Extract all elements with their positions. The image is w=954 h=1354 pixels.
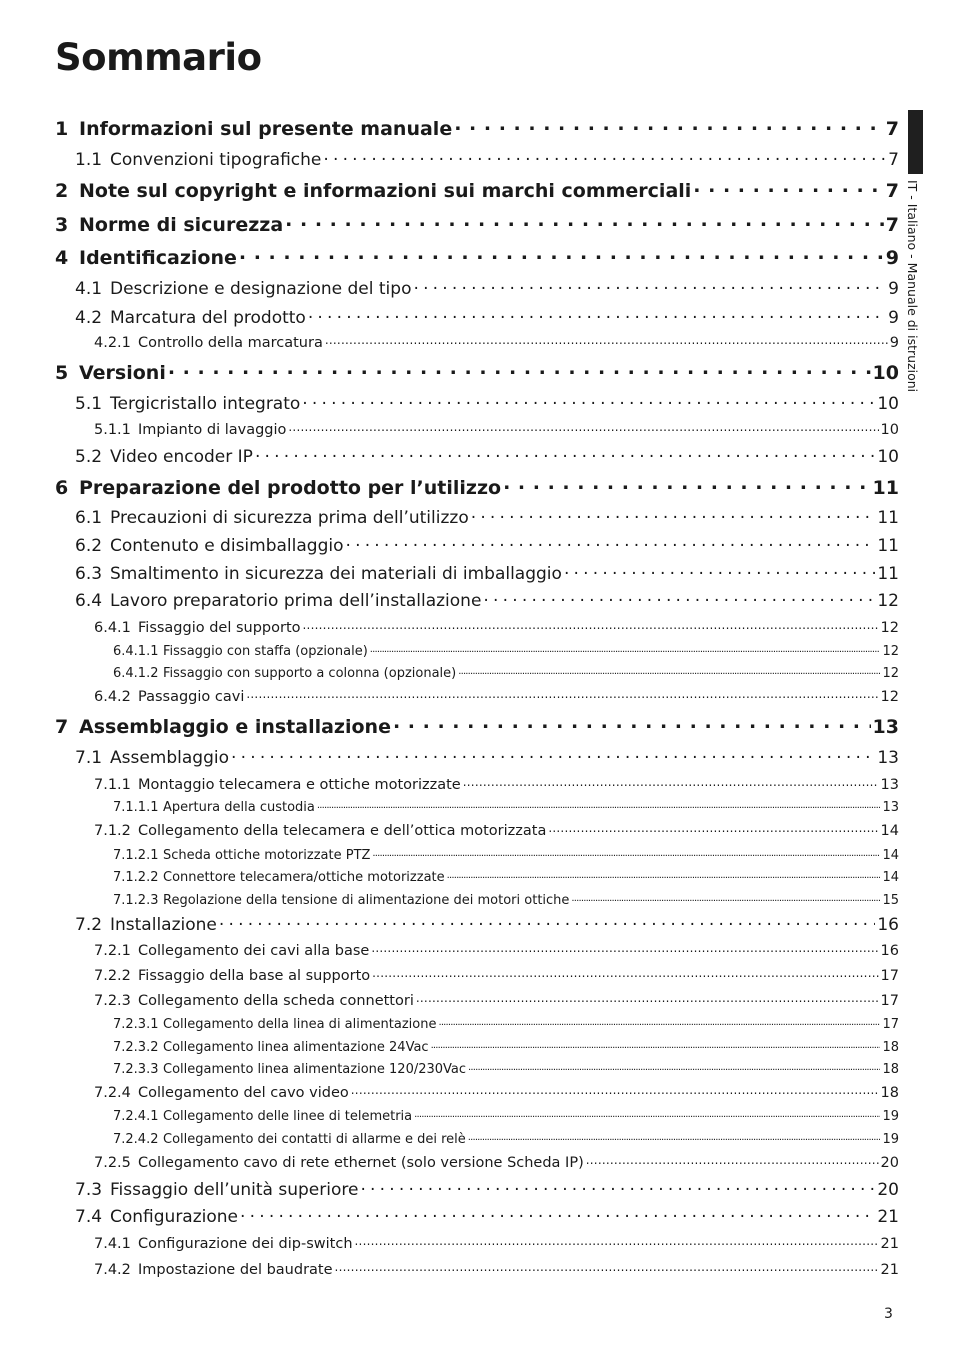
toc-entry-label: Collegamento della linea di alimentazione bbox=[163, 1016, 437, 1032]
toc-dot-leader bbox=[393, 716, 871, 733]
toc-entry-label: Installazione bbox=[110, 915, 217, 936]
toc-dot-leader bbox=[335, 1261, 879, 1274]
toc-entry-page: 11 bbox=[877, 536, 899, 557]
toc-entry-number: 7.4.1 bbox=[94, 1236, 131, 1253]
toc-dot-leader bbox=[308, 308, 886, 323]
toc-entry-label: Assemblaggio bbox=[110, 748, 229, 769]
toc-dot-leader bbox=[372, 967, 878, 980]
toc-entry-page: 9 bbox=[885, 247, 899, 270]
toc-entry-label: Fissaggio del supporto bbox=[138, 620, 301, 637]
toc-entry-level3[interactable] bbox=[55, 1154, 899, 1171]
toc-dot-leader bbox=[503, 477, 870, 494]
toc-entry-level1[interactable] bbox=[55, 247, 899, 269]
toc-entry-level3[interactable] bbox=[55, 1235, 899, 1252]
toc-dot-leader bbox=[323, 150, 886, 165]
toc-entry-page: 10 bbox=[880, 422, 899, 439]
toc-dot-leader bbox=[302, 394, 875, 409]
toc-entry-label: Collegamento dei cavi alla base bbox=[138, 943, 370, 960]
toc-entry-level3[interactable] bbox=[55, 1084, 899, 1101]
toc-entry-number: 4 bbox=[55, 247, 69, 270]
toc-entry-label: Norme di sicurezza bbox=[79, 214, 284, 237]
toc-dot-leader bbox=[317, 799, 881, 811]
toc-entry-number: 7.1.2.3 bbox=[113, 892, 159, 908]
toc-entry-level4[interactable] bbox=[55, 665, 899, 681]
toc-dot-leader bbox=[693, 180, 883, 197]
language-tab-marker bbox=[908, 110, 923, 174]
toc-entry-number: 6.2 bbox=[75, 536, 103, 557]
toc-entry-page: 7 bbox=[885, 214, 899, 237]
toc-entry-page: 7 bbox=[888, 150, 899, 171]
toc-entry-number: 6.4 bbox=[75, 591, 103, 612]
toc-entry-page: 11 bbox=[877, 508, 899, 529]
toc-entry-level4[interactable] bbox=[55, 892, 899, 908]
toc-entry-page: 18 bbox=[880, 1085, 899, 1102]
toc-entry-page: 18 bbox=[882, 1039, 899, 1055]
toc-entry-label: Configurazione dei dip-switch bbox=[138, 1236, 353, 1253]
toc-entry-number: 5.2 bbox=[75, 447, 103, 468]
toc-entry-page: 20 bbox=[877, 1180, 899, 1201]
toc-dot-leader bbox=[239, 247, 884, 264]
toc-entry-label: Montaggio telecamera e ottiche motorizzate bbox=[138, 777, 461, 794]
toc-dot-leader bbox=[303, 619, 879, 632]
toc-entry-page: 13 bbox=[877, 748, 899, 769]
toc-dot-leader bbox=[414, 1108, 880, 1120]
toc-dot-leader bbox=[240, 1207, 875, 1222]
toc-entry-number: 5 bbox=[55, 362, 69, 385]
toc-entry-page: 11 bbox=[877, 564, 899, 585]
toc-entry-page: 7 bbox=[885, 118, 899, 141]
toc-entry-page: 12 bbox=[880, 689, 899, 706]
toc-entry-label: Connettore telecamera/ottiche motorizzate bbox=[163, 869, 445, 885]
toc-entry-page: 10 bbox=[872, 362, 899, 385]
toc-entry-page: 14 bbox=[880, 823, 899, 840]
toc-entry-level3[interactable] bbox=[55, 967, 899, 984]
toc-entry-number: 7 bbox=[55, 716, 69, 739]
toc-entry-number: 7.1.1 bbox=[94, 777, 131, 794]
toc-entry-label: Tergicristallo integrato bbox=[110, 394, 301, 415]
toc-entry-label: Impianto di lavaggio bbox=[138, 422, 287, 439]
toc-entry-level4[interactable] bbox=[55, 1039, 899, 1055]
toc-entry-level3[interactable] bbox=[55, 421, 899, 438]
toc-dot-leader bbox=[351, 1084, 879, 1097]
toc-entry-number: 7.2.3.2 bbox=[113, 1039, 159, 1055]
toc-dot-leader bbox=[246, 688, 878, 701]
toc-entry-label: Collegamento linea alimentazione 120/230Vac bbox=[163, 1061, 467, 1077]
toc-entry-level2[interactable] bbox=[55, 915, 899, 935]
toc-entry-number: 6.4.2 bbox=[94, 689, 131, 706]
toc-dot-leader bbox=[168, 362, 871, 379]
toc-dot-leader bbox=[431, 1039, 881, 1051]
toc-entry-level1[interactable] bbox=[55, 477, 899, 499]
toc-dot-leader bbox=[231, 748, 875, 763]
toc-entry-page: 14 bbox=[882, 869, 899, 885]
toc-entry-label: Informazioni sul presente manuale bbox=[79, 118, 453, 141]
toc-dot-leader bbox=[285, 214, 884, 231]
toc-entry-level1[interactable] bbox=[55, 118, 899, 140]
toc-entry-level2[interactable] bbox=[55, 447, 899, 467]
toc-entry-label: Apertura della custodia bbox=[163, 799, 315, 815]
toc-entry-page: 18 bbox=[882, 1061, 899, 1077]
toc-entry-level1[interactable] bbox=[55, 362, 899, 384]
toc-entry-label: Impostazione del baudrate bbox=[138, 1262, 333, 1279]
toc-entry-label: Precauzioni di sicurezza prima dell’utilizzo bbox=[110, 508, 469, 529]
toc-entry-level3[interactable] bbox=[55, 1261, 899, 1278]
toc-entry-number: 1.1 bbox=[75, 150, 103, 171]
toc-dot-leader bbox=[463, 776, 879, 789]
toc-entry-label: Collegamento del cavo video bbox=[138, 1085, 349, 1102]
toc-entry-level4[interactable] bbox=[55, 643, 899, 659]
toc-entry-level2[interactable] bbox=[55, 279, 899, 299]
toc-dot-leader bbox=[371, 942, 878, 955]
toc-entry-level2[interactable] bbox=[55, 1207, 899, 1227]
toc-entry-page: 10 bbox=[877, 394, 899, 415]
toc-entry-page: 15 bbox=[882, 892, 899, 908]
toc-entry-label: Preparazione del prodotto per l’utilizzo bbox=[79, 477, 502, 500]
toc-entry-number: 7.3 bbox=[75, 1180, 103, 1201]
toc-entry-level3[interactable] bbox=[55, 776, 899, 793]
toc-entry-label: Collegamento dei contatti di allarme e dei relè bbox=[163, 1131, 466, 1147]
toc-entry-number: 7.2.4 bbox=[94, 1085, 131, 1102]
toc-entry-page: 12 bbox=[882, 665, 899, 681]
toc-dot-leader bbox=[355, 1235, 879, 1248]
toc-entry-number: 7.2.2 bbox=[94, 968, 131, 985]
toc-entry-label: Controllo della marcatura bbox=[138, 335, 323, 352]
toc-entry-number: 1 bbox=[55, 118, 69, 141]
toc-entry-number: 5.1 bbox=[75, 394, 103, 415]
toc-entry-level1[interactable] bbox=[55, 180, 899, 202]
toc-dot-leader bbox=[447, 869, 881, 881]
toc-dot-leader bbox=[370, 643, 881, 655]
toc-entry-label: Collegamento cavo di rete ethernet (solo versione Scheda IP) bbox=[138, 1155, 584, 1172]
page-number: 3 bbox=[884, 1306, 893, 1322]
toc-entry-label: Descrizione e designazione del tipo bbox=[110, 279, 412, 300]
toc-entry-page: 17 bbox=[882, 1016, 899, 1032]
toc-entry-page: 16 bbox=[877, 915, 899, 936]
toc-entry-number: 7.1.1.1 bbox=[113, 799, 159, 815]
toc-entry-number: 7.2.3.1 bbox=[113, 1016, 159, 1032]
toc-entry-level1[interactable] bbox=[55, 214, 899, 236]
toc-entry-level4[interactable] bbox=[55, 1061, 899, 1077]
toc-dot-leader bbox=[564, 564, 875, 579]
toc-entry-label: Identificazione bbox=[79, 247, 237, 270]
toc-entry-number: 4.2.1 bbox=[94, 335, 131, 352]
toc-entry-label: Fissaggio con supporto a colonna (opzionale) bbox=[163, 665, 457, 681]
toc-entry-level2[interactable] bbox=[55, 508, 899, 528]
toc-entry-label: Video encoder IP bbox=[110, 447, 253, 468]
toc-entry-number: 5.1.1 bbox=[94, 422, 131, 439]
toc-entry-level2[interactable] bbox=[55, 536, 899, 556]
toc-dot-leader bbox=[438, 1016, 880, 1028]
toc-entry-label: Collegamento della scheda connettori bbox=[138, 993, 414, 1010]
toc-entry-number: 7.1 bbox=[75, 748, 103, 769]
toc-entry-label: Assemblaggio e installazione bbox=[79, 716, 391, 739]
toc-entry-label: Versioni bbox=[79, 362, 166, 385]
toc-entry-number: 6.4.1.1 bbox=[113, 643, 159, 659]
toc-entry-number: 3 bbox=[55, 214, 69, 237]
toc-dot-leader bbox=[288, 421, 878, 434]
toc-entry-label: Convenzioni tipografiche bbox=[110, 150, 322, 171]
toc-entry-label: Smaltimento in sicurezza dei materiali di imballaggio bbox=[110, 564, 562, 585]
toc-entry-level2[interactable] bbox=[55, 1180, 899, 1200]
toc-entry-level4[interactable] bbox=[55, 1016, 899, 1032]
toc-entry-label: Marcatura del prodotto bbox=[110, 308, 306, 329]
toc-entry-number: 6.3 bbox=[75, 564, 103, 585]
toc-entry-label: Passaggio cavi bbox=[138, 689, 245, 706]
toc-dot-leader bbox=[372, 847, 880, 859]
toc-entry-number: 7.1.2.2 bbox=[113, 869, 159, 885]
toc-dot-leader bbox=[458, 665, 880, 677]
toc-entry-number: 2 bbox=[55, 180, 69, 203]
toc-entry-page: 21 bbox=[877, 1207, 899, 1228]
toc-entry-number: 7.2.3 bbox=[94, 993, 131, 1010]
toc-entry-page: 12 bbox=[880, 620, 899, 637]
toc-entry-number: 6.4.1.2 bbox=[113, 665, 159, 681]
toc-entry-label: Contenuto e disimballaggio bbox=[110, 536, 344, 557]
toc-dot-leader bbox=[345, 536, 875, 551]
toc-dot-leader bbox=[416, 992, 879, 1005]
toc-entry-page: 17 bbox=[880, 993, 899, 1010]
toc-entry-page: 19 bbox=[882, 1108, 899, 1124]
toc-entry-page: 19 bbox=[882, 1131, 899, 1147]
toc-entry-label: Collegamento delle linee di telemetria bbox=[163, 1108, 413, 1124]
toc-entry-number: 7.2.5 bbox=[94, 1155, 131, 1172]
toc-entry-label: Note sul copyright e informazioni sui marchi commerciali bbox=[79, 180, 692, 203]
toc-entry-number: 6.1 bbox=[75, 508, 103, 529]
toc-entry-level3[interactable] bbox=[55, 992, 899, 1009]
toc-entry-label: Fissaggio della base al supporto bbox=[138, 968, 371, 985]
toc-entry-page: 10 bbox=[877, 447, 899, 468]
toc-entry-label: Configurazione bbox=[110, 1207, 239, 1228]
toc-entry-level3[interactable] bbox=[55, 619, 899, 636]
side-language-label: IT - Italiano - Manuale di istruzioni bbox=[905, 180, 920, 393]
toc-entry-label: Scheda ottiche motorizzate PTZ bbox=[163, 847, 371, 863]
toc-entry-level3[interactable] bbox=[55, 334, 899, 351]
toc-dot-leader bbox=[586, 1154, 879, 1167]
toc-dot-leader bbox=[468, 1061, 880, 1073]
toc-entry-page: 13 bbox=[882, 799, 899, 815]
toc-entry-page: 11 bbox=[872, 477, 899, 500]
toc-entry-label: Lavoro preparatorio prima dell’installazione bbox=[110, 591, 482, 612]
toc-entry-level4[interactable] bbox=[55, 1131, 899, 1147]
toc-entry-page: 9 bbox=[888, 279, 899, 300]
toc-dot-leader bbox=[255, 447, 875, 462]
toc-entry-level2[interactable] bbox=[55, 591, 899, 611]
toc-entry-number: 6 bbox=[55, 477, 69, 500]
toc-dot-leader bbox=[413, 279, 886, 294]
toc-entry-page: 12 bbox=[882, 643, 899, 659]
toc-entry-number: 7.2.3.3 bbox=[113, 1061, 159, 1077]
toc-entry-label: Collegamento della telecamera e dell’ottica motorizzata bbox=[138, 823, 547, 840]
toc-entry-level2[interactable] bbox=[55, 394, 899, 414]
toc-entry-level3[interactable] bbox=[55, 942, 899, 959]
toc-dot-leader bbox=[483, 591, 875, 606]
page-title: Sommario bbox=[55, 36, 262, 79]
toc-entry-number: 7.2.4.1 bbox=[113, 1108, 159, 1124]
toc-entry-level4[interactable] bbox=[55, 847, 899, 863]
toc-entry-label: Collegamento linea alimentazione 24Vac bbox=[163, 1039, 429, 1055]
toc-dot-leader bbox=[571, 892, 880, 904]
toc-entry-page: 13 bbox=[872, 716, 899, 739]
toc-entry-label: Fissaggio dell’unità superiore bbox=[110, 1180, 359, 1201]
toc-entry-number: 7.2.4.2 bbox=[113, 1131, 159, 1147]
toc-entry-level4[interactable] bbox=[55, 869, 899, 885]
toc-entry-page: 12 bbox=[877, 591, 899, 612]
toc-entry-number: 7.4.2 bbox=[94, 1262, 131, 1279]
toc-entry-page: 20 bbox=[880, 1155, 899, 1172]
toc-entry-number: 7.1.2.1 bbox=[113, 847, 159, 863]
toc-entry-level3[interactable] bbox=[55, 688, 899, 705]
toc-entry-level4[interactable] bbox=[55, 799, 899, 815]
toc-entry-page: 14 bbox=[882, 847, 899, 863]
toc-entry-page: 21 bbox=[880, 1262, 899, 1279]
toc-dot-leader bbox=[360, 1180, 875, 1195]
toc-entry-number: 7.2.1 bbox=[94, 943, 131, 960]
toc-dot-leader bbox=[468, 1131, 881, 1143]
toc-entry-number: 7.1.2 bbox=[94, 823, 131, 840]
toc-entry-page: 7 bbox=[885, 180, 899, 203]
toc-entry-number: 6.4.1 bbox=[94, 620, 131, 637]
toc-entry-level2[interactable] bbox=[55, 564, 899, 584]
toc-dot-leader bbox=[325, 334, 888, 347]
toc-entry-level2[interactable] bbox=[55, 150, 899, 170]
toc-entry-page: 16 bbox=[880, 943, 899, 960]
toc-entry-page: 17 bbox=[880, 968, 899, 985]
toc-entry-page: 13 bbox=[880, 777, 899, 794]
toc-entry-level1[interactable] bbox=[55, 716, 899, 738]
toc-entry-label: Regolazione della tensione di alimentazione dei motori ottiche bbox=[163, 892, 570, 908]
toc-entry-page: 9 bbox=[889, 335, 899, 352]
toc-entry-level4[interactable] bbox=[55, 1108, 899, 1124]
toc-entry-level2[interactable] bbox=[55, 748, 899, 768]
toc-entry-number: 7.2 bbox=[75, 915, 103, 936]
toc-entry-page: 21 bbox=[880, 1236, 899, 1253]
toc-entry-number: 7.4 bbox=[75, 1207, 103, 1228]
toc-entry-number: 4.1 bbox=[75, 279, 103, 300]
toc-entry-label: Fissaggio con staffa (opzionale) bbox=[163, 643, 368, 659]
toc-entry-level3[interactable] bbox=[55, 822, 899, 839]
toc-entry-page: 9 bbox=[888, 308, 899, 329]
toc-dot-leader bbox=[454, 118, 884, 135]
toc-dot-leader bbox=[471, 508, 876, 523]
toc-dot-leader bbox=[219, 915, 875, 930]
toc-entry-number: 4.2 bbox=[75, 308, 103, 329]
toc-entry-level2[interactable] bbox=[55, 308, 899, 328]
toc-dot-leader bbox=[548, 822, 878, 835]
